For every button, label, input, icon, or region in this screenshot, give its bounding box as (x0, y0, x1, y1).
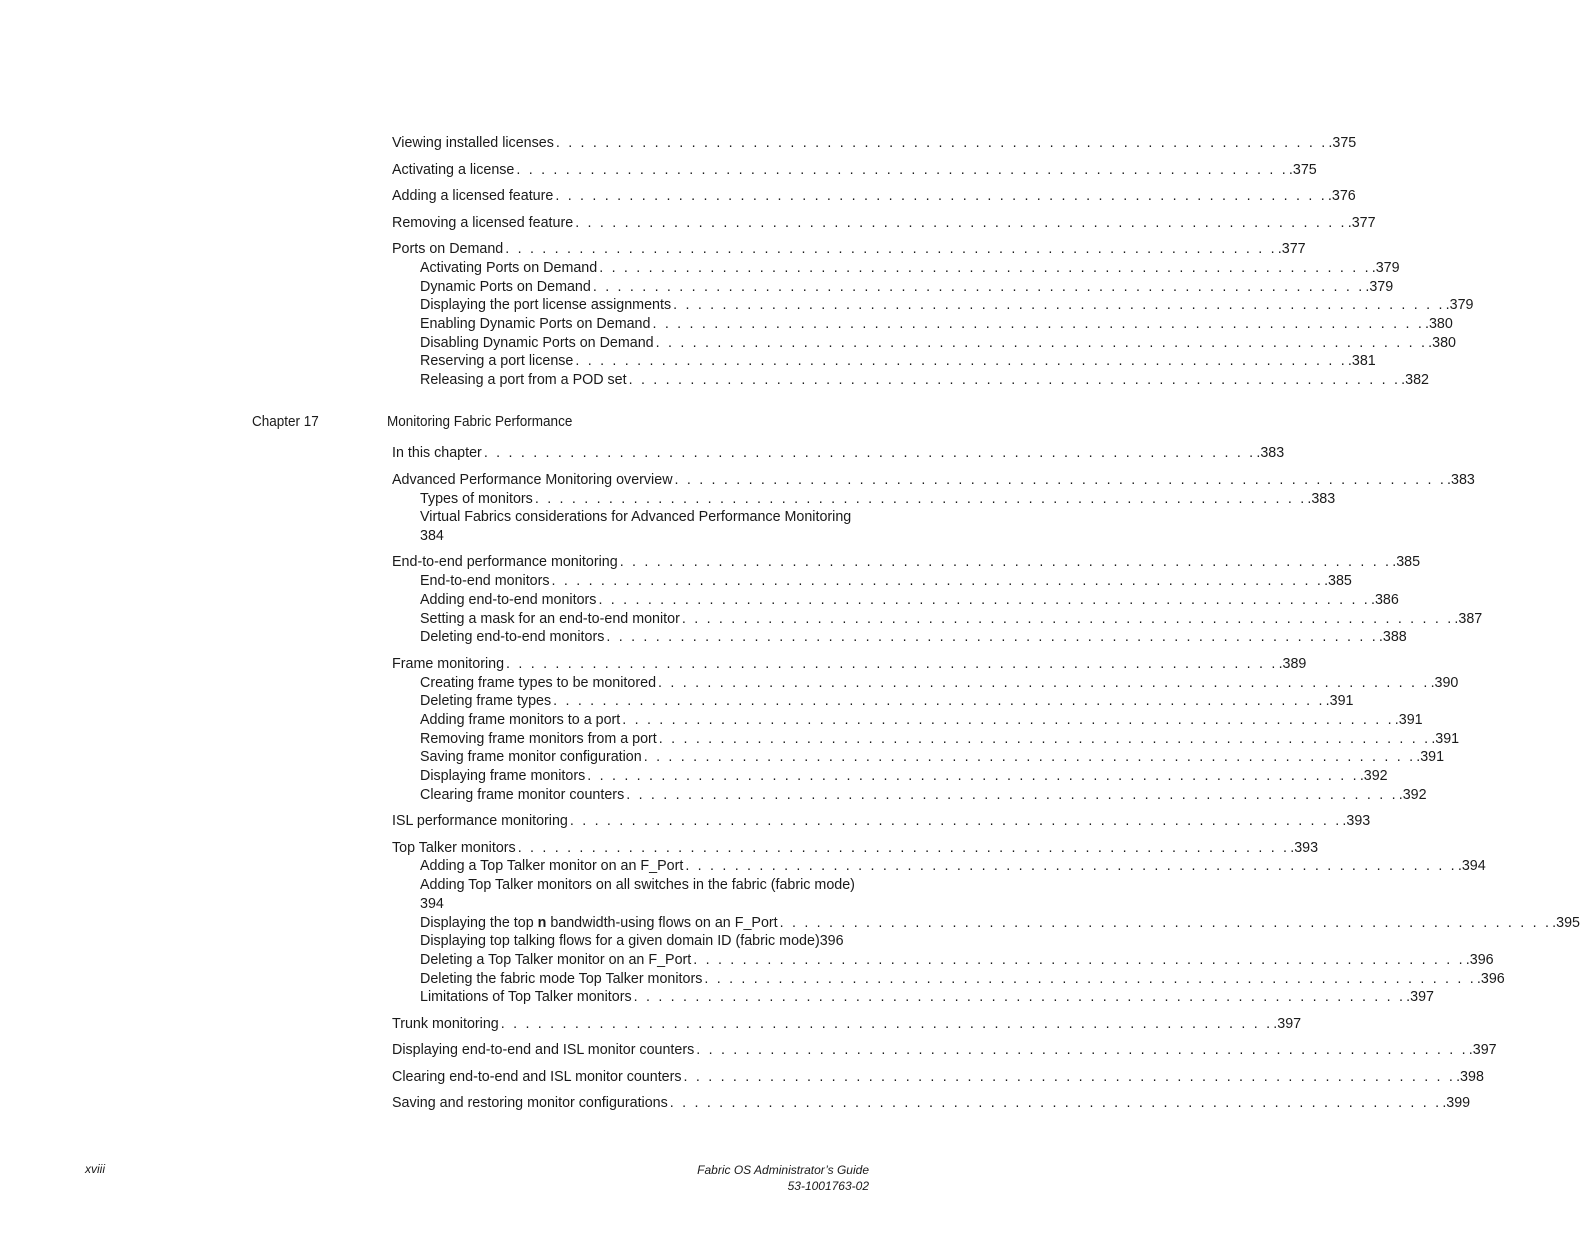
toc-entry-page: 394 (420, 896, 444, 912)
toc-entry[interactable] (392, 240, 1306, 259)
toc-subentry[interactable] (420, 748, 1445, 767)
dot-leader: . . . . . . . . . . . . . . . . . . . . . . . . . . . . . . . . . . . . . . . . . . . . . . . . . . . . . . . . . . . . . . . (704, 971, 1476, 987)
toc-entry-page: .397 (1273, 1016, 1302, 1032)
toc-entry[interactable] (392, 655, 1307, 674)
dot-leader: . . . . . . . . . . . . . . . . . . . . . . . . . . . . . . . . . . . . . . . . . . . . . . . . . . . . . . . . . . . . . . . (669, 1095, 1442, 1111)
toc-entry-title (420, 914, 778, 933)
title-part: bandwidth-using flows on an F_Port (546, 915, 778, 931)
toc-entry-title: Enabling Dynamic Ports on Demand (420, 316, 651, 332)
footer-book-info (697, 1162, 869, 1194)
dot-leader: . . . . . . . . . . . . . . . . . . . . . . . . . . . . . . . . . . . . . . . . . . . . . . . . . . . . . . . . . . . . . . . (658, 675, 1430, 691)
toc-subentry[interactable] (420, 259, 1400, 278)
toc-entry-title: Virtual Fabrics considerations for Advanced Performance Monitoring (420, 509, 852, 525)
toc-entry-page: .383 (1256, 445, 1285, 461)
toc-entry[interactable] (392, 839, 1319, 858)
toc-subentry[interactable] (420, 786, 1427, 805)
toc-entry[interactable] (392, 161, 1317, 180)
dot-leader: . . . . . . . . . . . . . . . . . . . . . . . . . . . . . . . . . . . . . . . . . . . . . . . . . . . . . . . . . . . . . . . (534, 491, 1307, 507)
toc-entry-title: End-to-end monitors (420, 573, 550, 589)
title-part: Displaying the top (420, 915, 538, 931)
toc-entry-page: .393 (1290, 840, 1319, 856)
toc-entry-title: Saving and restoring monitor configurations (392, 1095, 668, 1111)
toc-entry-title: Deleting the fabric mode Top Talker monitors (420, 971, 703, 987)
toc-entry-title: Disabling Dynamic Ports on Demand (420, 335, 654, 351)
toc-entry-page: 384 (420, 528, 444, 544)
toc-entry-page: .392 (1359, 768, 1388, 784)
toc-entry-page: .395 (1552, 915, 1580, 931)
toc-entry-page: .380 (1428, 335, 1456, 351)
toc-entry-title: ISL performance monitoring (392, 813, 568, 829)
footer-doc-number: 53-1001763-02 (787, 1179, 869, 1193)
toc-entry-page: .399 (1442, 1095, 1471, 1111)
toc-entry-title: Displaying top talking flows for a given domain ID (fabric mode)396 (420, 933, 844, 949)
dot-leader: . . . . . . . . . . . . . . . . . . . . . . . . . . . . . . . . . . . . . . . . . . . . . . . . . . . . . . . . . . . . . . . (779, 915, 1552, 931)
dot-leader: . . . . . . . . . . . . . . . . . . . . . . . . . . . . . . . . . . . . . . . . . . . . . . . . . . . . . . . . . . . . . . . (500, 1016, 1273, 1032)
footer-page-number: xviii (85, 1162, 105, 1176)
dot-leader: . . . . . . . . . . . . . . . . . . . . . . . . . . . . . . . . . . . . . . . . . . . . . . . . . . . . . . . . . . . . . . . (622, 712, 1394, 728)
toc-entry-title: Creating frame types to be monitored (420, 675, 657, 691)
toc-entry[interactable] (392, 812, 1371, 831)
toc-entry[interactable] (392, 471, 1475, 490)
toc-subentry[interactable] (420, 296, 1474, 315)
toc-entry-title: Activating a license (392, 162, 515, 178)
toc-entry-page: .375 (1288, 162, 1317, 178)
chapter-title[interactable]: Monitoring Fabric Performance (387, 413, 573, 430)
toc-entry[interactable] (392, 214, 1376, 233)
dot-leader: . . . . . . . . . . . . . . . . . . . . . . . . . . . . . . . . . . . . . . . . . . . . . . . . . . . . . . . . . . . . . . . (626, 787, 1398, 803)
toc-entry-title: Clearing end-to-end and ISL monitor counters (392, 1069, 682, 1085)
toc-entry-page: .391 (1325, 693, 1354, 709)
toc-entry-page: .379 (1445, 297, 1474, 313)
toc-entry-page: .379 (1371, 260, 1400, 276)
toc-entry-page: .391 (1431, 731, 1460, 747)
toc-entry-title: Removing a licensed feature (392, 215, 574, 231)
dot-leader: . . . . . . . . . . . . . . . . . . . . . . . . . . . . . . . . . . . . . . . . . . . . . . . . . . . . . . . . . . . . . . . (643, 749, 1416, 765)
toc-entry[interactable] (392, 1015, 1302, 1034)
toc-subentry[interactable] (420, 711, 1423, 730)
toc-subentry[interactable] (420, 730, 1460, 749)
toc-entry-page: .388 (1378, 629, 1407, 645)
toc-subentry[interactable] (420, 278, 1394, 297)
toc-entry-page: .380 (1425, 316, 1453, 332)
toc-entry-page: .387 (1454, 611, 1483, 627)
dot-leader: . . . . . . . . . . . . . . . . . . . . . . . . . . . . . . . . . . . . . . . . . . . . . . . . . . . . . . . . . . . . . . . (696, 1042, 1468, 1058)
dot-leader: . . . . . . . . . . . . . . . . . . . . . . . . . . . . . . . . . . . . . . . . . . . . . . . . . . . . . . . . . . . . . . . (555, 135, 1328, 151)
toc-entry-title: Clearing frame monitor counters (420, 787, 625, 803)
dot-leader: . . . . . . . . . . . . . . . . . . . . . . . . . . . . . . . . . . . . . . . . . . . . . . . . . . . . . . . . . . . . . . . (619, 554, 1392, 570)
toc-entry-title: Releasing a port from a POD set (420, 372, 627, 388)
toc-subentry[interactable] (420, 674, 1459, 693)
toc-entry-page: .381 (1347, 353, 1376, 369)
toc-entry-title: Adding frame monitors to a port (420, 712, 621, 728)
toc-entry-title: Displaying end-to-end and ISL monitor counters (392, 1042, 695, 1058)
toc-entry-title: Frame monitoring (392, 656, 505, 672)
toc-entry-title: Top Talker monitors (392, 840, 516, 856)
toc-subentry[interactable] (420, 914, 1580, 933)
dot-leader: . . . . . . . . . . . . . . . . . . . . . . . . . . . . . . . . . . . . . . . . . . . . . . . . . . . . . . . . . . . . . . . (652, 316, 1424, 332)
dot-leader: . . . . . . . . . . . . . . . . . . . . . . . . . . . . . . . . . . . . . . . . . . . . . . . . . . . . . . . . . . . . . . . (551, 573, 1324, 589)
toc-subentry[interactable] (420, 692, 1354, 711)
dot-leader: . . . . . . . . . . . . . . . . . . . . . . . . . . . . . . . . . . . . . . . . . . . . . . . . . . . . . . . . . . . . . . . (587, 768, 1359, 784)
dot-leader: . . . . . . . . . . . . . . . . . . . . . . . . . . . . . . . . . . . . . . . . . . . . . . . . . . . . . . . . . . . . . . . (483, 445, 1256, 461)
dot-leader: . . . . . . . . . . . . . . . . . . . . . . . . . . . . . . . . . . . . . . . . . . . . . . . . . . . . . . . . . . . . . . . (685, 858, 1457, 874)
toc-entry-title: Deleting end-to-end monitors (420, 629, 605, 645)
toc-entry-title: Displaying frame monitors (420, 768, 586, 784)
toc-entry-page: .396 (1465, 952, 1494, 968)
toc-subentry[interactable] (420, 334, 1456, 353)
toc-entry-title: Removing frame monitors from a port (420, 731, 657, 747)
toc-entry-title: Types of monitors (420, 491, 533, 507)
toc-subentry[interactable] (420, 572, 1352, 591)
dot-leader: . . . . . . . . . . . . . . . . . . . . . . . . . . . . . . . . . . . . . . . . . . . . . . . . . . . . . . . . . . . . . . . (599, 260, 1371, 276)
toc-entry-page: .376 (1327, 188, 1356, 204)
toc-subentry[interactable] (420, 857, 1486, 876)
toc-entry-page: .386 (1370, 592, 1399, 608)
toc-subentry[interactable] (420, 490, 1336, 509)
toc-entry-title: Reserving a port license (420, 353, 574, 369)
toc-subentry[interactable] (420, 988, 1434, 1007)
toc-entry-page: .382 (1401, 372, 1429, 388)
toc-entry-title: Trunk monitoring (392, 1016, 499, 1032)
toc-subentry[interactable] (420, 610, 1483, 629)
toc-entry-title: Setting a mask for an end-to-end monitor (420, 611, 680, 627)
toc-entry-title: Displaying the port license assignments (420, 297, 672, 313)
toc-entry-page: .390 (1430, 675, 1459, 691)
toc-entry-page: .379 (1365, 279, 1394, 295)
dot-leader: . . . . . . . . . . . . . . . . . . . . . . . . . . . . . . . . . . . . . . . . . . . . . . . . . . . . . . . . . . . . . . . (506, 656, 1278, 672)
toc-subentry[interactable] (420, 352, 1376, 371)
dot-leader: . . . . . . . . . . . . . . . . . . . . . . . . . . . . . . . . . . . . . . . . . . . . . . . . . . . . . . . . . . . . . . . (569, 813, 1342, 829)
toc-entry-title: Limitations of Top Talker monitors (420, 989, 632, 1005)
toc-entry-title: Deleting frame types (420, 693, 552, 709)
dot-leader: . . . . . . . . . . . . . . . . . . . . . . . . . . . . . . . . . . . . . . . . . . . . . . . . . . . . . . . . . . . . . . . (517, 840, 1290, 856)
dot-leader: . . . . . . . . . . . . . . . . . . . . . . . . . . . . . . . . . . . . . . . . . . . . . . . . . . . . . . . . . . . . . . . (673, 297, 1445, 313)
dot-leader: . . . . . . . . . . . . . . . . . . . . . . . . . . . . . . . . . . . . . . . . . . . . . . . . . . . . . . . . . . . . . . . (505, 241, 1277, 257)
dot-leader: . . . . . . . . . . . . . . . . . . . . . . . . . . . . . . . . . . . . . . . . . . . . . . . . . . . . . . . . . . . . . . . (681, 611, 1454, 627)
toc-subentry-wrapped[interactable] (420, 876, 855, 914)
toc-entry-page: .397 (1468, 1042, 1497, 1058)
dot-leader: . . . . . . . . . . . . . . . . . . . . . . . . . . . . . . . . . . . . . . . . . . . . . . . . . . . . . . . . . . . . . . . (555, 188, 1327, 204)
dot-leader: . . . . . . . . . . . . . . . . . . . . . . . . . . . . . . . . . . . . . . . . . . . . . . . . . . . . . . . . . . . . . . . (516, 162, 1288, 178)
toc-entry-title: Adding a Top Talker monitor on an F_Port (420, 858, 684, 874)
dot-leader: . . . . . . . . . . . . . . . . . . . . . . . . . . . . . . . . . . . . . . . . . . . . . . . . . . . . . . . . . . . . . . . (628, 372, 1401, 388)
dot-leader: . . . . . . . . . . . . . . . . . . . . . . . . . . . . . . . . . . . . . . . . . . . . . . . . . . . . . . . . . . . . . . . (655, 335, 1428, 351)
dot-leader: . . . . . . . . . . . . . . . . . . . . . . . . . . . . . . . . . . . . . . . . . . . . . . . . . . . . . . . . . . . . . . . (553, 693, 1325, 709)
toc-entry-page: .377 (1347, 215, 1376, 231)
toc-subentry[interactable] (420, 970, 1505, 989)
toc-entry[interactable] (392, 1041, 1497, 1060)
toc-subentry[interactable] (420, 371, 1429, 390)
toc-entry-page: .377 (1277, 241, 1306, 257)
toc-entry-page: .396 (1476, 971, 1505, 987)
toc-subentry-wrapped[interactable] (420, 508, 852, 546)
chapter-label: Chapter 17 (252, 413, 319, 430)
toc-entry-page: .397 (1406, 989, 1434, 1005)
toc-entry-title: Adding end-to-end monitors (420, 592, 597, 608)
toc-entry-title: Adding a licensed feature (392, 188, 554, 204)
toc-entry-page: .392 (1398, 787, 1427, 803)
toc-entry[interactable] (392, 553, 1421, 572)
toc-entry[interactable] (392, 444, 1285, 463)
dot-leader: . . . . . . . . . . . . . . . . . . . . . . . . . . . . . . . . . . . . . . . . . . . . . . . . . . . . . . . . . . . . . . . (683, 1069, 1456, 1085)
toc-entry-title: Saving frame monitor configuration (420, 749, 642, 765)
toc-entry-title: In this chapter (392, 445, 482, 461)
toc-subentry[interactable] (420, 767, 1388, 786)
dot-leader: . . . . . . . . . . . . . . . . . . . . . . . . . . . . . . . . . . . . . . . . . . . . . . . . . . . . . . . . . . . . . . . (575, 353, 1347, 369)
dot-leader: . . . . . . . . . . . . . . . . . . . . . . . . . . . . . . . . . . . . . . . . . . . . . . . . . . . . . . . . . . . . . . . (606, 629, 1378, 645)
toc-entry-page: .385 (1324, 573, 1352, 589)
toc-entry-page: .383 (1307, 491, 1336, 507)
footer-book-title: Fabric OS Administrator’s Guide (697, 1163, 869, 1177)
toc-entry-page: .398 (1456, 1069, 1484, 1085)
toc-entry-title: Activating Ports on Demand (420, 260, 598, 276)
toc-entry-page: .391 (1416, 749, 1445, 765)
toc-entry-page: .391 (1394, 712, 1423, 728)
toc-entry-title: Dynamic Ports on Demand (420, 279, 591, 295)
toc-entry[interactable] (392, 187, 1356, 206)
toc-entry-page: .383 (1447, 472, 1475, 488)
toc-entry-page: .375 (1328, 135, 1357, 151)
toc-entry[interactable] (392, 134, 1357, 153)
dot-leader: . . . . . . . . . . . . . . . . . . . . . . . . . . . . . . . . . . . . . . . . . . . . . . . . . . . . . . . . . . . . . . . (592, 279, 1365, 295)
toc-entry-page: .389 (1278, 656, 1307, 672)
toc-subentry[interactable] (420, 628, 1407, 647)
toc-entry-title: Adding Top Talker monitors on all switches in the fabric (fabric mode) (420, 877, 855, 893)
dot-leader: . . . . . . . . . . . . . . . . . . . . . . . . . . . . . . . . . . . . . . . . . . . . . . . . . . . . . . . . . . . . . . . (633, 989, 1406, 1005)
toc-entry-title: Viewing installed licenses (392, 135, 554, 151)
toc-entry[interactable] (392, 1094, 1471, 1113)
toc-entry-title: End-to-end performance monitoring (392, 554, 618, 570)
dot-leader: . . . . . . . . . . . . . . . . . . . . . . . . . . . . . . . . . . . . . . . . . . . . . . . . . . . . . . . . . . . . . . . (575, 215, 1347, 231)
dot-leader: . . . . . . . . . . . . . . . . . . . . . . . . . . . . . . . . . . . . . . . . . . . . . . . . . . . . . . . . . . . . . . . (598, 592, 1370, 608)
toc-subentry[interactable] (420, 932, 842, 951)
toc-entry-page: .394 (1457, 858, 1486, 874)
toc-subentry[interactable] (420, 951, 1494, 970)
toc-entry-page: .385 (1392, 554, 1421, 570)
title-emphasis: n (537, 915, 547, 931)
dot-leader: . . . . . . . . . . . . . . . . . . . . . . . . . . . . . . . . . . . . . . . . . . . . . . . . . . . . . . . . . . . . . . . (693, 952, 1465, 968)
toc-subentry[interactable] (420, 315, 1453, 334)
toc-entry-title: Deleting a Top Talker monitor on an F_Port (420, 952, 692, 968)
toc-entry-title: Advanced Performance Monitoring overview (392, 472, 673, 488)
toc-entry[interactable] (392, 1068, 1484, 1087)
toc-entry-page: .393 (1342, 813, 1371, 829)
dot-leader: . . . . . . . . . . . . . . . . . . . . . . . . . . . . . . . . . . . . . . . . . . . . . . . . . . . . . . . . . . . . . . . (658, 731, 1431, 747)
dot-leader: . . . . . . . . . . . . . . . . . . . . . . . . . . . . . . . . . . . . . . . . . . . . . . . . . . . . . . . . . . . . . . . (674, 472, 1447, 488)
toc-subentry[interactable] (420, 591, 1399, 610)
toc-entry-title: Ports on Demand (392, 241, 504, 257)
